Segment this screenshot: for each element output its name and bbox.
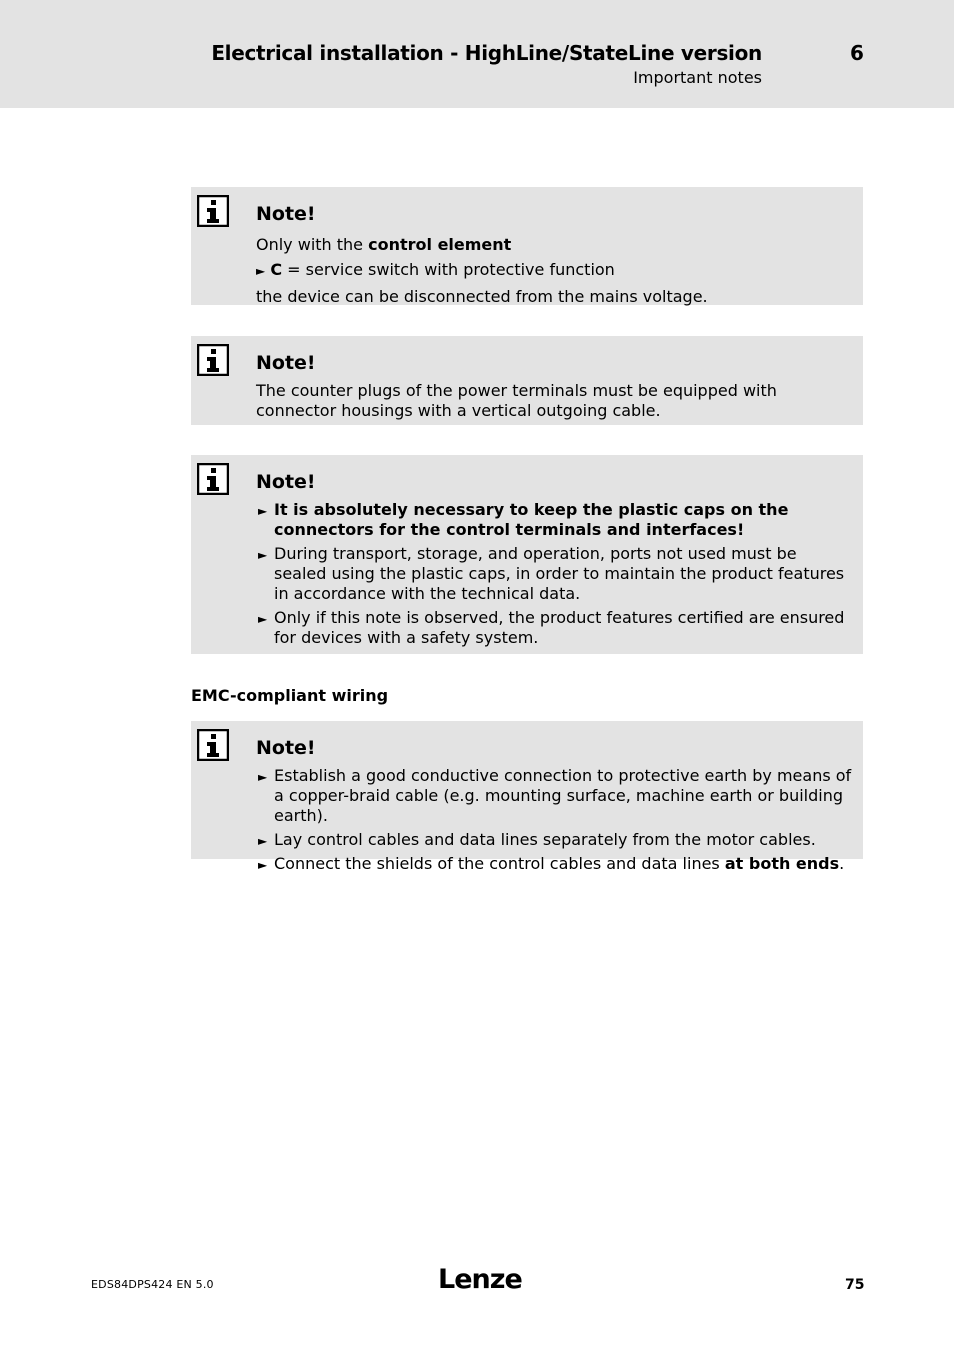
text-span: Only if this note is observed, the product features certified are ensured for devices with a safety system. [274,608,845,647]
list-item [256,500,854,540]
note-line: the device can be disconnected from the mains voltage. [256,287,708,306]
note-body [256,500,854,652]
text-span: During transport, storage, and operation, ports not used must be sealed using the plastic caps, in order to maintain the product features in accordance with the technical data. [274,544,845,603]
list-item [256,830,854,850]
note-body [256,766,854,878]
info-icon [197,729,229,761]
text-span: . [839,854,845,873]
section-heading: EMC-compliant wiring [191,686,389,705]
header-title: Electrical installation - HighLine/StateLine version [211,41,762,65]
text-span: = service switch with protective function [282,260,615,279]
note-title: Note! [256,203,316,225]
info-icon [197,463,229,495]
note-body [256,381,854,421]
note-box-1 [191,187,863,305]
triangle-right-icon: ► [258,612,268,626]
text-span: Establish a good conductive connection to protective earth by means of a copper-braid cable (e.g. mounting surface, machine earth or building earth). [274,766,852,825]
list-item [256,766,854,826]
info-icon [197,344,229,376]
header-subtitle: Important notes [633,68,762,87]
text-span: Lay control cables and data lines separately from the motor cables. [274,830,816,849]
list-item [256,608,854,648]
note-box-4 [191,721,863,873]
note-line [256,232,854,257]
note-title: Note! [256,352,316,374]
triangle-right-icon: ► [258,770,268,784]
triangle-right-icon: ► [258,834,268,848]
page-number: 75 [845,1277,865,1293]
triangle-right-icon: ► [258,858,268,872]
bold-text: It is absolutely necessary to keep the plastic caps on the connectors for the control terminals and interfaces! [274,500,789,539]
brand-logo: Lenze [438,1264,522,1295]
note-title: Note! [256,471,316,493]
note-title: Note! [256,737,316,759]
footer-document-id: EDS84DPS424 EN 5.0 [91,1278,214,1291]
text-span: Connect the shields of the control cables and data lines [274,854,725,873]
bold-text: control element [368,235,512,254]
triangle-right-icon: ► [258,548,268,562]
chapter-number: 6 [850,41,864,65]
bold-text: at both ends [724,854,840,873]
page-header [0,0,954,108]
note-bullet [256,257,854,284]
info-icon [197,195,229,227]
note-box-2 [191,336,863,425]
note-box-3 [191,455,863,654]
triangle-right-icon: ► [258,504,268,518]
triangle-right-icon: ► [256,264,266,278]
bold-text: C [270,260,283,279]
note-text: The counter plugs of the power terminals must be equipped with connector housings with a vertical outgoing cable. [256,381,777,420]
text-span: Only with the [256,235,369,254]
list-item [256,544,854,604]
note-body [256,232,854,309]
list-item [256,854,854,874]
